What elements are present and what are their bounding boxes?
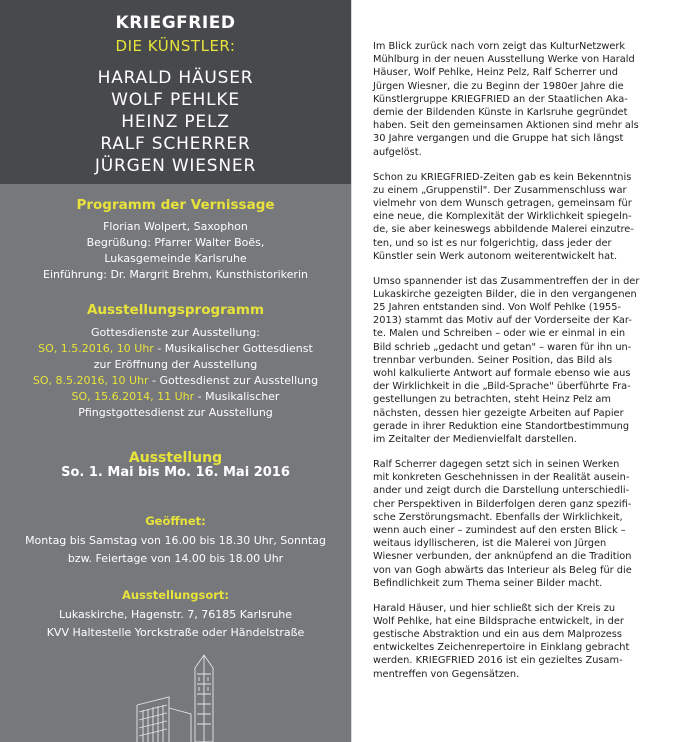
column-divider [351, 0, 352, 742]
text-line: mit konkreten Geschehnissen in der Realität ausein- [373, 472, 630, 484]
text-line: vielmehr von dem Wunsch getragen, gemeinsam für [373, 197, 632, 209]
text-line: de, sie aber keineswegs abbildende Malerei einzutre- [373, 224, 634, 236]
text-line: weitaus idyllischeren, ist die Malerei von Jürgen [373, 538, 607, 550]
text-line: Bild schrieb „gedacht und getan" – waren für ihn un- [373, 341, 632, 353]
text-line: haben. Seit den gemeinsamen Aktionen sind mehr als [373, 120, 639, 132]
text-line: wenn auch einer – zumindest auf den ersten Blick – [373, 524, 626, 536]
article-paragraph [373, 458, 685, 590]
text-line: sche Zerstörungsmacht. Ebenfalls der Wirklichkeit, [373, 511, 623, 523]
text-line: Häuser, Wolf Pehlke, Heinz Pelz, Ralf Scherrer und [373, 67, 618, 79]
text-line: Umso spannender ist das Zusammentreffen der in der [373, 275, 640, 287]
article-paragraph [373, 602, 685, 681]
program-item-cont: zur Eröffnung der Ausstellung [93, 358, 258, 371]
text-line: Im Blick zurück nach vorn zeigt das KulturNetzwerk [373, 41, 626, 52]
program-intro: Gottesdienste zur Ausstellung: [90, 326, 260, 339]
artist-name: HARALD HÄUSER [97, 68, 254, 88]
text-line: wohl kalkulierte Antwort auf formale ebenso wie aus [373, 368, 631, 380]
venue-line: KVV Haltestelle Yorckstraße oder Händelstraße [46, 626, 305, 639]
program-item [0, 341, 351, 357]
text-line: cher Perspektiven in Bilderfolgen deren ganz spezifi- [373, 498, 632, 510]
exhibition-dates: So. 1. Mai bis Mo. 16. Mai 2016 [61, 465, 290, 480]
artist-list [0, 67, 351, 177]
article-paragraph [373, 40, 685, 159]
artist-name: JÜRGEN WIESNER [94, 156, 257, 176]
text-line: eine neue, die Komplexität der Wirklichkeit spiegeln- [373, 211, 632, 223]
article-text [373, 40, 685, 693]
article-paragraph [373, 275, 685, 447]
program-text: - Musikalischer Gottesdienst [153, 342, 313, 355]
program-text: - Gottesdienst zur Ausstellung [148, 374, 319, 387]
text-line: mentreffen von Gegensätzen. [373, 668, 520, 680]
program-details [0, 325, 351, 421]
artists-subtitle: DIE KÜNSTLER: [115, 37, 236, 55]
opening-hours-heading: Geöffnet: [145, 514, 206, 528]
article-paragraph [373, 171, 685, 263]
text-line: 2013) stammt das Motiv auf der Vorderseite der Kar- [373, 315, 632, 327]
text-line: ander und zeigt durch die Darstellung unterschiedli- [373, 485, 630, 497]
text-line: zu einem „Gruppenstil". Der Zusammenschluss war [373, 184, 627, 196]
text-line: gestellungen zu betrachten, steht Heinz Pelz am [373, 394, 611, 406]
text-line: Wiesner verbunden, der anknüpfend an die Tradition [373, 551, 632, 563]
text-line: Harald Häuser, und hier schließt sich der Kreis zu [373, 602, 616, 614]
text-line: 30 Jahre vergangen und die Gruppe hat sich längst [373, 133, 624, 145]
text-line: Lukaskirche gezeigten Bilder, die in den vergangenen [373, 288, 637, 300]
group-title: KRIEGFRIED [115, 13, 236, 33]
program-heading: Ausstellungsprogramm [86, 302, 265, 318]
vernissage-details [0, 219, 351, 283]
text-line: demie der Bildenden Künste in Karlsruhe gegründet [373, 107, 628, 119]
text-line: Jürgen Wiesner, die zu Beginn der 1980er Jahre die [373, 80, 624, 92]
opening-hours [0, 532, 351, 568]
text-line: Wolf Pehlke, hat eine Bildsprache entwickelt, in der [373, 615, 624, 627]
venue-details [0, 606, 351, 642]
vernissage-line: Einführung: Dr. Margrit Brehm, Kunsthistorikerin [43, 268, 308, 281]
vernissage-heading: Programm der Vernissage [76, 197, 275, 213]
vernissage-line: Begrüßung: Pfarrer Walter Boës, [86, 236, 265, 249]
text-line: Schon zu KRIEGFRIED-Zeiten gab es kein Bekenntnis [373, 171, 632, 183]
text-line: gerade in ihrer Reduktion eine Standortbestimmung [373, 420, 630, 432]
text-line: werden. KRIEGFRIED 2016 ist ein gezieltes Zusam- [373, 655, 623, 667]
vernissage-line: Florian Wolpert, Saxophon [103, 220, 248, 233]
program-date: SO, 8.5.2016, 10 Uhr [32, 374, 149, 387]
artist-name: RALF SCHERRER [100, 134, 251, 154]
text-line: Künstlergruppe KRIEGFRIED an der Staatlichen Aka- [373, 93, 628, 105]
text-line: te. Malen und Schreiben – oder wie er einmal in ein [373, 328, 626, 340]
program-item [0, 389, 351, 405]
artist-name: HEINZ PELZ [121, 112, 230, 132]
venue-line: Lukaskirche, Hagenstr. 7, 76185 Karlsruhe [58, 608, 293, 621]
opening-hours-line: bzw. Feiertage von 14.00 bis 18.00 Uhr [67, 552, 284, 565]
program-date: SO, 1.5.2016, 10 Uhr [38, 342, 154, 355]
text-line: trennbar verbunden. Seiner Position, das Bild als [373, 354, 613, 366]
opening-hours-line: Montag bis Samstag von 16.00 bis 18.30 Uhr, Sonntag [25, 534, 326, 547]
text-line: Künstler sein Werk autonom weiterentwickelt hat. [373, 250, 618, 262]
church-sketch-icon [135, 650, 215, 742]
exhibition-heading: Ausstellung [128, 450, 223, 466]
artist-name: WOLF PEHLKE [111, 90, 240, 110]
vernissage-line: Lukasgemeinde Karlsruhe [104, 252, 247, 265]
artists-block [0, 0, 351, 184]
program-date: SO, 15.6.2014, 11 Uhr [71, 390, 195, 403]
text-line: entwickeltes Zeichenrepertoire in Einklang gebracht [373, 642, 630, 654]
text-line: 25 Jahren entstanden sind. Von Wolf Pehlke (1955- [373, 302, 622, 314]
text-line: im Zeitalter der Medienvielfalt darstellen. [373, 434, 577, 446]
text-line: ten, und so ist es nur folgerichtig, dass jeder der [373, 237, 612, 249]
text-line: gestische Abstraktion und ein aus dem Malprozess [373, 629, 622, 641]
text-line: Ralf Scherrer dagegen setzt sich in seinen Werken [373, 458, 620, 470]
program-item [0, 373, 351, 389]
text-line: der Wirklichkeit in die „Bild-Sprache" überführte Fra- [373, 381, 631, 393]
text-line: von van Gogh abwärts das Interieur als Beleg für die [373, 564, 632, 576]
program-item-cont: Pfingstgottesdienst zur Ausstellung [78, 406, 273, 419]
text-line: Mühlburg in der neuen Ausstellung Werke von Harald [373, 54, 635, 66]
text-line: aufgelöst. [373, 146, 422, 158]
venue-heading: Ausstellungsort: [121, 588, 230, 602]
program-text: - Musikalischer [194, 390, 280, 403]
text-line: nächsten, dessen hier gezeigte Arbeiten auf Papier [373, 407, 624, 419]
text-line: Befindlichkeit zum Thema seiner Bilder macht. [373, 577, 603, 589]
